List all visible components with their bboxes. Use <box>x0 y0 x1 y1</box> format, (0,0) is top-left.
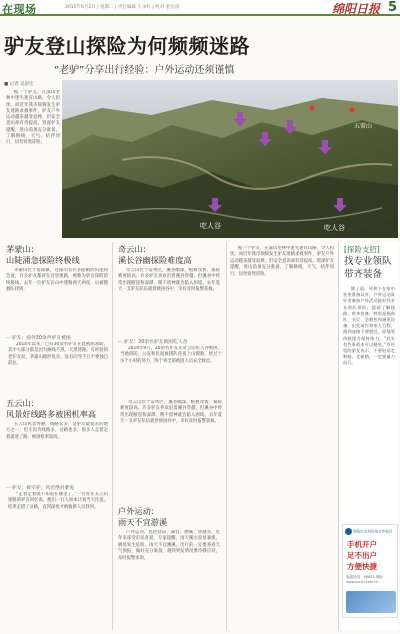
ad-bank-name <box>345 528 393 535</box>
story-quote-body: 2014年9月，20余名驴友在奇云山吃人谷被困，当地消防、公安和民间救援队连夜上山搜救，经过十多个小时的努力，终于将全部被困人员安全救出。 <box>120 346 222 364</box>
ad-headline-1: 手机开户 <box>347 540 377 549</box>
photo-label-valley-2: 吃人谷 <box>324 224 345 232</box>
column-rule <box>112 242 113 630</box>
story-quote: — 驴友：被宰驴，风光绝对难免 <box>6 484 74 491</box>
mountain-route-photo <box>62 80 398 238</box>
page-header <box>0 0 400 16</box>
byline: ■ 记者 吴彩宏 <box>4 82 34 87</box>
story-continued-body: 奇云山位于安州区，溪谷幽深，植被茂密，探险难度较高。许多驴友喜欢沿着溪谷穿越，但溪谷中经常出现断崖和深潭，稍不留神就会陷入困境。去年夏天一支驴友队伍就曾被困谷中，幸好及时报警获救。 <box>120 400 222 425</box>
column-rule <box>338 242 339 630</box>
ad-bank-label: 绵阳市农村信用合作联社 <box>353 529 393 534</box>
ad-contact: 客服热线：96633 网址：www.scrcu.com.cn <box>346 575 387 584</box>
column-continued-text: 据一个驴友，在深山老林中迷失迷有山路，令人担忧。而近年我市频频发生驴友迷路求救事件，驴友户外运动越来越受追捧，但安全意识却有待提高。资深驴友提醒，进山前须充分准备，了解路线、天气，结伴同行，切勿贸然冒险。 <box>230 246 334 277</box>
route-photo-image <box>62 80 398 238</box>
ad-headline-3: 方便快捷 <box>347 562 377 571</box>
sidebar-kicker: [探险支招] <box>344 245 380 254</box>
page-number: 5 <box>387 0 397 15</box>
sidebar-title <box>344 255 392 281</box>
story-quote: — 驴友：惊外30余声驴友被困 <box>6 334 71 341</box>
photo-label-valley: 吃人谷 <box>200 222 221 230</box>
location-pin-icon <box>350 108 355 113</box>
sidebar-title-line: 带齐装备 <box>344 269 383 280</box>
story-quote: — 驴友：20余名驴友被困吃人谷 <box>118 338 187 345</box>
masthead-logo: 绵阳日报 <box>331 2 380 16</box>
sidebar-body: 除了雨，风和个在家中室里准备以外，户外运动爱好者参加户外活动最好找专业领队带队，提前了解线路，带齐装备，特别是指南针、头灯、急救包和通讯设备。出发前告知家人行程，遇到迷路不要慌乱，原地等待救援并保持体力。“其实有些事故本可以避免。”有经验的驴友表示，不要轻易走野路、走新路，一定要量力而行。 <box>343 286 395 366</box>
story-subtitle: 溪长谷幽探险难度高 <box>118 254 192 265</box>
story-body: 茅蒙山位于南部镇，这座山有许多陡峭的山崖和急流，许多驴友都曾在这里迷路，被称为驴友探险的终极线。去年一位驴友在山中迷路两天两夜，后被搜救队找到。 <box>6 268 108 293</box>
story-body: 户外运动，包括登山、露营、溯溪、穿越等，近年来深受市民喜爱。专家提醒，雨天溪水容易暴涨，极易发生危险，雨天不宜溯溪。出行前一定要查看天气预报，做好充分准备，遇到突发情况要冷静应对，及时报警求助。 <box>118 530 220 561</box>
story-quote-body: “走着走着就不知道在哪里了。”一位曾在五云山迷路的驴友回忆说，他们一行人原本计划当天往返，结果走错了岔路，直到深夜才被救援人员找到。 <box>8 492 108 510</box>
sidebar-title-line: 找专业领队 <box>344 256 392 267</box>
story-title: 茅蒙山： <box>6 244 39 254</box>
ad-image <box>346 591 396 613</box>
subheadline: “老驴”分享出行经验：户外运动还须谨慎 <box>54 65 235 76</box>
bank-advertisement[interactable] <box>342 524 398 618</box>
story-body: 五云山风景秀丽，线路众多，是驴友最爱去的地方之一。但正因为线路多，岔路也多，很多人走着走着就迷了路，被困机率较高。 <box>6 422 108 440</box>
story-title: 五云山： <box>6 398 39 408</box>
ad-headline-2: 足不出户 <box>347 551 377 560</box>
tips-sidebar <box>340 242 398 630</box>
column-rule <box>226 242 227 630</box>
intro-text: 据一个驴友，在深山老林中迷失迷有山路，令人担忧。而近年我市频频发生驴友迷路求救事件，驴友户外运动越来越受追捧，但安全意识却有待提高。资深驴友提醒，进山前须充分准备，了解路线、天气，结伴同行，切勿贸然冒险。 <box>6 90 60 146</box>
story-qiyun <box>118 244 220 344</box>
story-outdoor <box>118 506 220 630</box>
story-subtitle: 山陡涌急探险终极线 <box>6 254 80 265</box>
location-pin-icon <box>310 106 315 111</box>
bank-logo-icon <box>345 528 352 535</box>
section-name: 在现场 <box>2 3 37 16</box>
story-body: 奇云山位于安州区，溪谷幽深，植被茂密，探险难度较高。许多驴友喜欢沿着溪谷穿越，但溪谷中经常出现断崖和深潭，稍不留神就会陷入困境。去年夏天一支驴友队伍就曾被困谷中，幸好及时报警获救。 <box>118 268 220 293</box>
issue-meta: 2015年6月2日 | 星期二 | 责任编辑 王永红 | 校对 金岳清 <box>65 5 180 10</box>
story-subtitle: 风景好线路多被困机率高 <box>6 408 97 419</box>
story-title: 奇云山： <box>118 244 151 254</box>
headline: 驴友登山探险为何频频迷路 <box>4 34 250 58</box>
story-title: 户外运动： <box>118 506 159 516</box>
story-subtitle: 雨天不宜游溪 <box>118 516 168 527</box>
story-quote-body: 2014年以来，已有30余名驴友在此被困求助，其中大部分都是因为路线不熟、天黑迷路。有经验的老驴友说，茅蒙山地形复杂，没有向导千万不要独自前往。 <box>8 342 108 367</box>
photo-label-peak: 五雷山 <box>354 123 373 130</box>
